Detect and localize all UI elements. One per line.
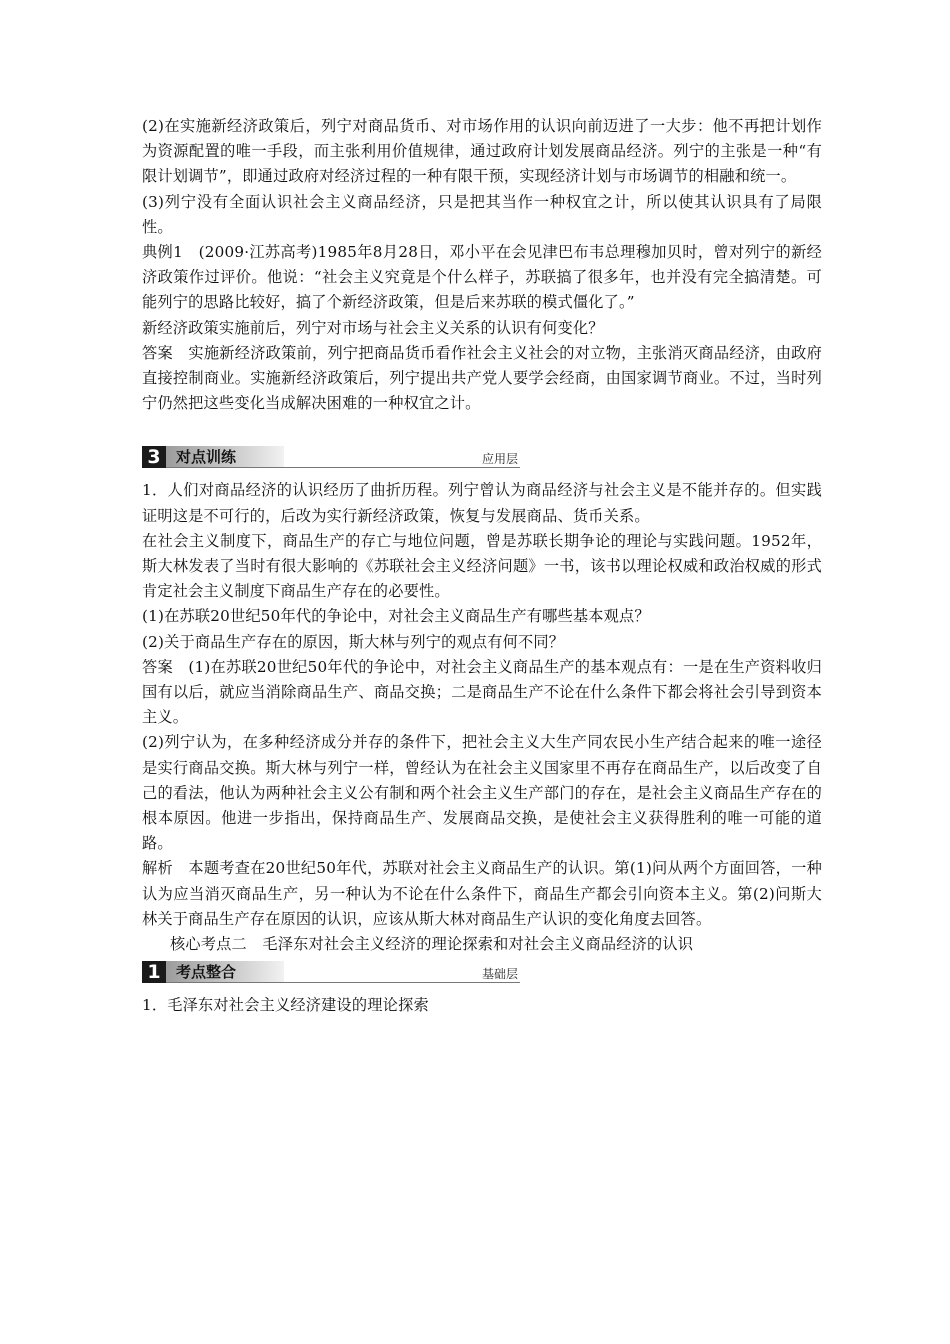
- document-page: [142, 114, 822, 1019]
- section-number: 1: [142, 961, 166, 983]
- answer: 答案 (1)在苏联20世纪50年代的争论中，对社会主义商品生产的基本观点有：一是在生产资料收归国有以后，就应当消除商品生产、商品交换；二是商品生产不论在什么条件下都会将社会引导到资本主义。: [142, 657, 822, 727]
- section-title: 考点整合: [176, 963, 237, 982]
- section-header-practice: [142, 446, 520, 468]
- paragraph: (3)列宁没有全面认识社会主义商品经济，只是把其当作一种权宜之计，所以使其认识具有了局限性。: [142, 192, 822, 236]
- section-rule: [166, 982, 520, 983]
- sub-question: (2)关于商品生产存在的原因，斯大林与列宁的观点有何不同？: [142, 632, 565, 651]
- section-title: 对点训练: [176, 448, 237, 467]
- section-level: 基础层: [481, 967, 518, 982]
- analysis: 解析 本题考查在20世纪50年代，苏联对社会主义商品生产的认识。第(1)问从两个方面回答，一种认为应当消灭商品生产，另一种认为不论在什么条件下，商品生产都会引向资本主义。第(2)问斯大林关于商品生产存在原因的认识，应该从斯大林对商品生产认识的变化角度去回答。: [142, 859, 822, 928]
- section-rule: [166, 467, 520, 468]
- core-topic-heading: 核心考点二 毛泽东对社会主义经济的理论探索和对社会主义商品经济的认识: [170, 935, 694, 954]
- paragraph: 在社会主义制度下，商品生产的存亡与地位问题，曾是苏联长期争论的理论与实践问题。1952年，斯大林发表了当时有很大影响的《苏联社会主义经济问题》一书，该书以理论权威和政治权威的形式肯定社会主义制度下商品生产存在的必要性。: [142, 531, 822, 601]
- section-number: 3: [142, 446, 166, 468]
- section-header-integration: [142, 961, 520, 983]
- section-level: 应用层: [481, 452, 518, 467]
- sub-question: (1)在苏联20世纪50年代的争论中，对社会主义商品生产有哪些基本观点？: [142, 607, 650, 626]
- answer: (2)列宁认为，在多种经济成分并存的条件下，把社会主义大生产同农民小生产结合起来的唯一途径是实行商品交换。斯大林与列宁一样，曾经认为在社会主义国家里不再存在商品生产，以后改变了自己的看法，他认为两种社会主义公有制和两个社会主义生产部门的存在，是社会主义商品生产存在的根本原因。他进一步指出，保持商品生产、发展商品交换，是使社会主义获得胜利的唯一可能的道路。: [142, 733, 822, 853]
- paragraph: (2)在实施新经济政策后，列宁对商品货币、对市场作用的认识向前迈进了一大步：他不再把计划作为资源配置的唯一手段，而主张利用价值规律，通过政府计划发展商品经济。列宁的主张是一种“有限计划调节”，即通过政府对经济过程的一种有限干预，实现经济计划与市场调节的相融和统一。: [142, 117, 822, 186]
- answer: 答案 实施新经济政策前，列宁把商品货币看作社会主义社会的对立物，主张消灭商品经济，由政府直接控制商业。实施新经济政策后，列宁提出共产党人要学会经商，由国家调节商业。不过，当时列宁仍然把这些变化当成解决困难的一种权宜之计。: [142, 343, 822, 413]
- question: 1．人们对商品经济的认识经历了曲折历程。列宁曾认为商品经济与社会主义是不能并存的。但实践证明这是不可行的，后改为实行新经济政策，恢复与发展商品、货币关系。: [142, 481, 822, 525]
- question: 新经济政策实施前后，列宁对市场与社会主义关系的认识有何变化？: [142, 318, 604, 337]
- subsection-heading: 1．毛泽东对社会主义经济建设的理论探索: [142, 996, 429, 1015]
- example-question: 典例1 (2009·江苏高考)1985年8月28日，邓小平在会见津巴布韦总理穆加贝时，曾对列宁的新经济政策作过评价。他说：“社会主义究竟是个什么样子，苏联搞了很多年，也并没有完全搞清楚。可能列宁的思路比较好，搞了个新经济政策，但是后来苏联的模式僵化了。”: [142, 243, 822, 312]
